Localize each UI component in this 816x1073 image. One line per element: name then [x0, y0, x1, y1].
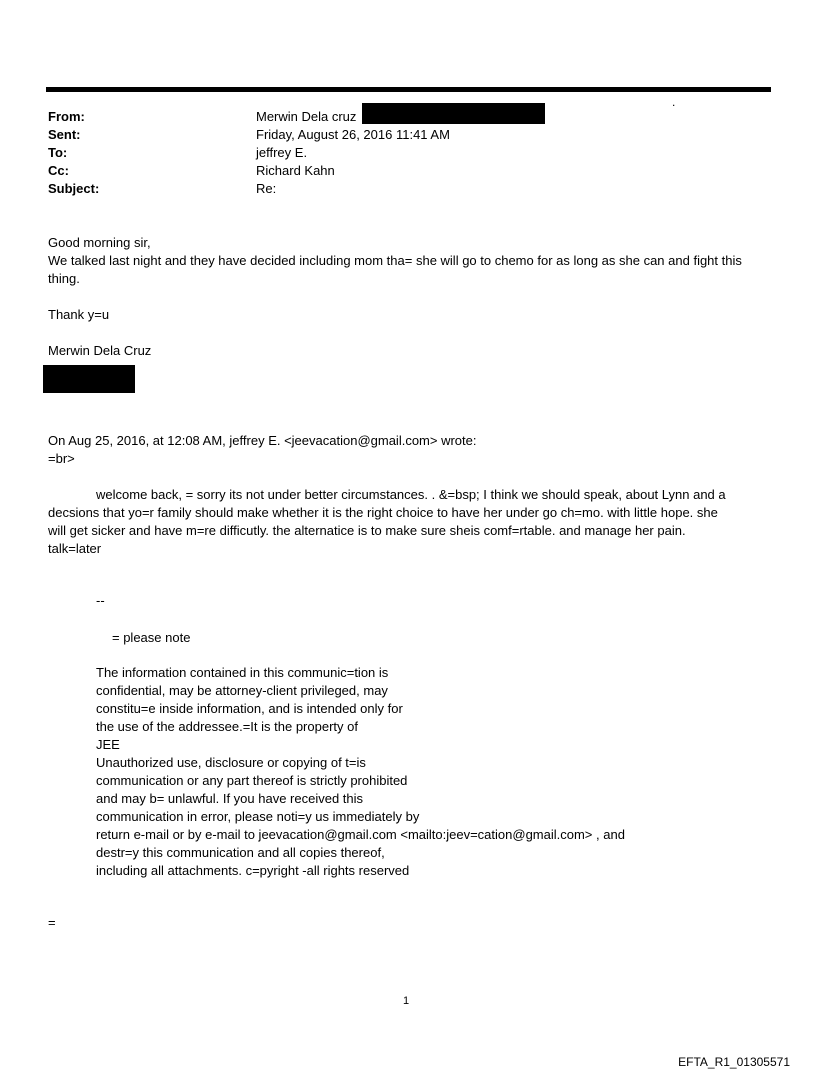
signature-dashes: --	[96, 593, 105, 608]
signature: Merwin Dela Cruz	[48, 343, 152, 358]
disclaimer-line: return e-mail or by e-mail to jeevacation@gmail.com <mailto:jeev=cation@gmail.com> , and	[96, 827, 625, 842]
disclaimer-line: the use of the addressee.=It is the property of	[96, 719, 358, 734]
quoted-line: talk=later	[48, 541, 102, 556]
from-label: From:	[48, 109, 85, 124]
trailing-artifact: =	[48, 915, 56, 930]
disclaimer-line: constitu=e inside information, and is intended only for	[96, 701, 403, 716]
br-artifact: =br>	[48, 451, 75, 466]
disclaimer-line: The information contained in this communic=tion is	[96, 665, 389, 680]
body-line: We talked last night and they have decided including mom tha= she will go to chemo for as long as she can and fight this	[48, 253, 742, 268]
quoted-line: will get sicker and have m=re difficutly. the alternatice is to make sure sheis comf=rtable. and manage her pain.	[48, 523, 686, 538]
cc-value: Richard Kahn	[256, 163, 335, 178]
body-line: thing.	[48, 271, 80, 286]
disclaimer-line: including all attachments. c=pyright -all rights reserved	[96, 863, 410, 878]
subject-value: Re:	[256, 181, 277, 196]
quoted-line: welcome back, = sorry its not under better circumstances. . &=bsp; I think we should speak, about Lynn and a	[96, 487, 726, 502]
disclaimer-line: confidential, may be attorney-client privileged, may	[96, 683, 388, 698]
to-value: jeffrey E.	[256, 145, 308, 160]
disclaimer-line: communication or any part thereof is strictly prohibited	[96, 773, 408, 788]
thanks-line: Thank y=u	[48, 307, 110, 322]
from-value: Merwin Dela cruz	[256, 109, 357, 124]
document-id: EFTA_R1_01305571	[678, 1055, 790, 1069]
redaction-box	[43, 365, 135, 393]
greeting: Good morning sir,	[48, 235, 151, 250]
redaction-box	[362, 103, 545, 124]
please-note: = please note	[112, 630, 191, 645]
quote-intro: On Aug 25, 2016, at 12:08 AM, jeffrey E. <jeevacation@gmail.com> wrote:	[48, 433, 477, 448]
stray-mark: .	[672, 95, 676, 109]
sent-value: Friday, August 26, 2016 11:41 AM	[256, 127, 450, 142]
sent-label: Sent:	[48, 127, 81, 142]
to-label: To:	[48, 145, 68, 160]
page-number: 1	[403, 995, 410, 1007]
header-rule	[46, 87, 771, 92]
disclaimer-line: destr=y this communication and all copies thereof,	[96, 845, 385, 860]
cc-label: Cc:	[48, 163, 69, 178]
disclaimer-line: JEE	[96, 737, 120, 752]
disclaimer-line: Unauthorized use, disclosure or copying of t=is	[96, 755, 366, 770]
disclaimer-line: communication in error, please noti=y us immediately by	[96, 809, 420, 824]
quoted-line: decsions that yo=r family should make whether it is the right choice to have her under go ch=mo. with little hope. she	[48, 505, 718, 520]
subject-label: Subject:	[48, 181, 100, 196]
disclaimer-line: and may b= unlawful. If you have received this	[96, 791, 364, 806]
